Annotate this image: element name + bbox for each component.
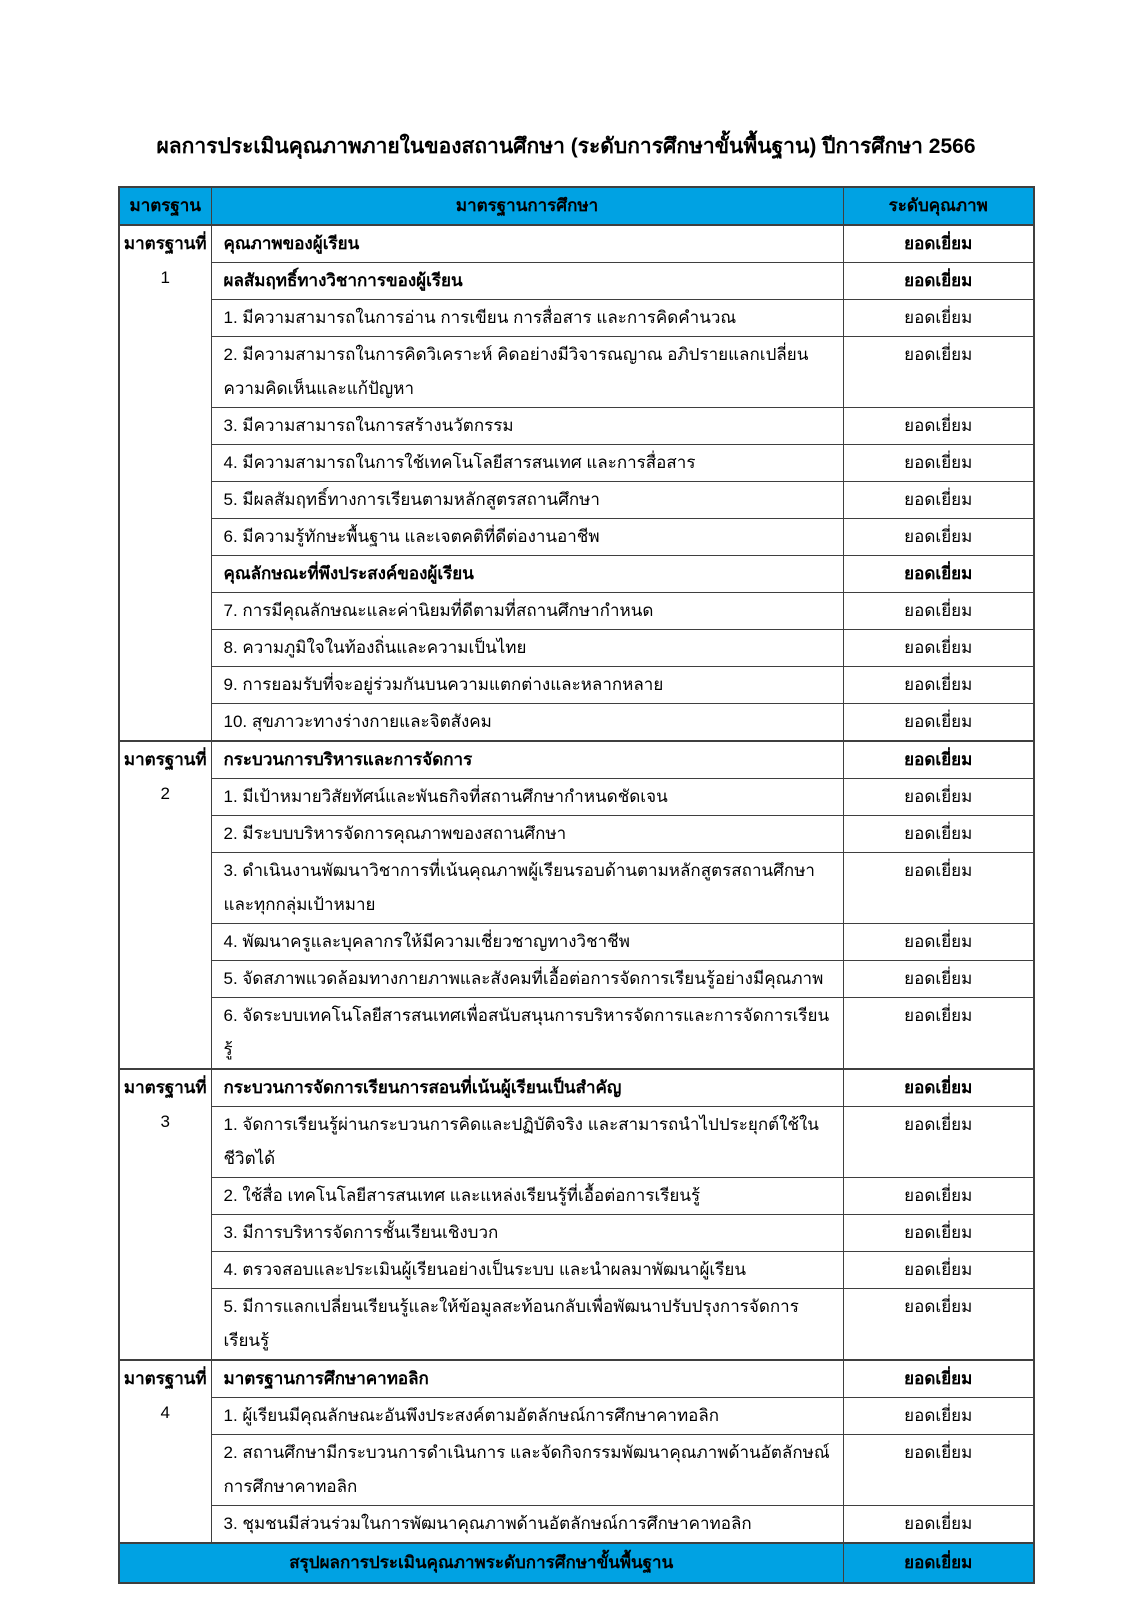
standard-label: มาตรฐานที่ — [123, 1369, 207, 1388]
quality-level-cell: ยอดเยี่ยม — [843, 630, 1034, 667]
description-cell: 2. มีความสามารถในการคิดวิเคราะห์ คิดอย่างมีวิจารณญาณ อภิปรายแลกเปลี่ยนความคิดเห็นและแก้ปัญหา — [211, 337, 843, 408]
quality-level-cell: ยอดเยี่ยม — [843, 519, 1034, 556]
description-cell: 5. มีการแลกเปลี่ยนเรียนรู้และให้ข้อมูลสะท้อนกลับเพื่อพัฒนาปรับปรุงการจัดการเรียนรู้ — [211, 1289, 843, 1361]
description-cell: มาตรฐานการศึกษาคาทอลิก — [211, 1360, 843, 1398]
quality-level-cell: ยอดเยี่ยม — [843, 961, 1034, 998]
table-row — [119, 408, 1034, 445]
quality-level-cell: ยอดเยี่ยม — [843, 1435, 1034, 1506]
table-row — [119, 630, 1034, 667]
description-cell: ผลสัมฤทธิ์ทางวิชาการของผู้เรียน — [211, 263, 843, 300]
description-cell: 6. จัดระบบเทคโนโลยีสารสนเทศเพื่อสนับสนุนการบริหารจัดการและการจัดการเรียนรู้ — [211, 998, 843, 1070]
description-cell: 4. มีความสามารถในการใช้เทคโนโลยีสารสนเทศ และการสื่อสาร — [211, 445, 843, 482]
description-cell: คุณภาพของผู้เรียน — [211, 225, 843, 263]
table-row — [119, 1178, 1034, 1215]
quality-level-cell: ยอดเยี่ยม — [843, 704, 1034, 742]
table-row — [119, 1435, 1034, 1506]
table-row — [119, 1069, 1034, 1107]
table-row — [119, 961, 1034, 998]
description-cell: 3. ชุมชนมีส่วนร่วมในการพัฒนาคุณภาพด้านอัตลักษณ์การศึกษาคาทอลิก — [211, 1506, 843, 1544]
quality-level-cell: ยอดเยี่ยม — [843, 408, 1034, 445]
standard-cell — [119, 1360, 211, 1543]
page-title: ผลการประเมินคุณภาพภายในของสถานศึกษา (ระดับการศึกษาขั้นพื้นฐาน) ปีการศึกษา 2566 — [156, 135, 976, 158]
table-row — [119, 853, 1034, 924]
table-row — [119, 225, 1034, 263]
quality-level-cell: ยอดเยี่ยม — [843, 1360, 1034, 1398]
table-row — [119, 998, 1034, 1070]
quality-level-cell: ยอดเยี่ยม — [843, 1215, 1034, 1252]
table-row — [119, 1360, 1034, 1398]
table-row — [119, 263, 1034, 300]
table-row — [119, 445, 1034, 482]
table-row — [119, 593, 1034, 630]
quality-level-cell: ยอดเยี่ยม — [843, 1178, 1034, 1215]
table-row — [119, 779, 1034, 816]
description-cell: 3. มีความสามารถในการสร้างนวัตกรรม — [211, 408, 843, 445]
description-cell: กระบวนการจัดการเรียนการสอนที่เน้นผู้เรียนเป็นสำคัญ — [211, 1069, 843, 1107]
table-row — [119, 1252, 1034, 1289]
description-cell: 3. ดำเนินงานพัฒนาวิชาการที่เน้นคุณภาพผู้เรียนรอบด้านตามหลักสูตรสถานศึกษาและทุกกลุ่มเป้าหมาย — [211, 853, 843, 924]
description-cell: 5. มีผลสัมฤทธิ์ทางการเรียนตามหลักสูตรสถานศึกษา — [211, 482, 843, 519]
quality-level-cell: ยอดเยี่ยม — [843, 667, 1034, 704]
table-row — [119, 741, 1034, 779]
description-cell: 4. พัฒนาครูและบุคลากรให้มีความเชี่ยวชาญทางวิชาชีพ — [211, 924, 843, 961]
standard-cell — [119, 1069, 211, 1360]
standard-number: 3 — [160, 1112, 170, 1131]
quality-level-cell: ยอดเยี่ยม — [843, 593, 1034, 630]
quality-level-cell: ยอดเยี่ยม — [843, 1289, 1034, 1361]
table-row — [119, 1107, 1034, 1178]
table-row — [119, 1289, 1034, 1361]
quality-level-cell: ยอดเยี่ยม — [843, 779, 1034, 816]
column-header-standard: มาตรฐาน — [119, 187, 211, 225]
quality-level-cell: ยอดเยี่ยม — [843, 225, 1034, 263]
summary-label-cell: สรุปผลการประเมินคุณภาพระดับการศึกษาขั้นพื้นฐาน — [119, 1543, 843, 1583]
quality-level-cell: ยอดเยี่ยม — [843, 300, 1034, 337]
quality-level-cell: ยอดเยี่ยม — [843, 924, 1034, 961]
summary-quality-cell: ยอดเยี่ยม — [843, 1543, 1034, 1583]
table-body — [119, 225, 1034, 1583]
table-row — [119, 337, 1034, 408]
table-row — [119, 1506, 1034, 1544]
description-cell: 1. มีเป้าหมายวิสัยทัศน์และพันธกิจที่สถานศึกษากำหนดชัดเจน — [211, 779, 843, 816]
table-header-row — [119, 187, 1034, 225]
table-row — [119, 556, 1034, 593]
description-cell: 4. ตรวจสอบและประเมินผู้เรียนอย่างเป็นระบบ และนำผลมาพัฒนาผู้เรียน — [211, 1252, 843, 1289]
table-row — [119, 300, 1034, 337]
quality-level-cell: ยอดเยี่ยม — [843, 998, 1034, 1070]
standard-label: มาตรฐานที่ — [123, 750, 207, 769]
table-row — [119, 924, 1034, 961]
quality-level-cell: ยอดเยี่ยม — [843, 1107, 1034, 1178]
description-cell: 1. มีความสามารถในการอ่าน การเขียน การสื่อสาร และการคิดคำนวณ — [211, 300, 843, 337]
standard-cell — [119, 741, 211, 1069]
description-cell: 7. การมีคุณลักษณะและค่านิยมที่ดีตามที่สถานศึกษากำหนด — [211, 593, 843, 630]
quality-level-cell: ยอดเยี่ยม — [843, 853, 1034, 924]
assessment-table — [118, 186, 1035, 1584]
standard-cell — [119, 225, 211, 741]
quality-level-cell: ยอดเยี่ยม — [843, 445, 1034, 482]
standard-number: 2 — [160, 784, 170, 803]
table-row — [119, 704, 1034, 742]
quality-level-cell: ยอดเยี่ยม — [843, 482, 1034, 519]
quality-level-cell: ยอดเยี่ยม — [843, 263, 1034, 300]
description-cell: 8. ความภูมิใจในท้องถิ่นและความเป็นไทย — [211, 630, 843, 667]
quality-level-cell: ยอดเยี่ยม — [843, 1398, 1034, 1435]
column-header-quality: ระดับคุณภาพ — [843, 187, 1034, 225]
description-cell: 2. สถานศึกษามีกระบวนการดำเนินการ และจัดกิจกรรมพัฒนาคุณภาพด้านอัตลักษณ์การศึกษาคาทอลิก — [211, 1435, 843, 1506]
table-row — [119, 1215, 1034, 1252]
description-cell: 2. ใช้สื่อ เทคโนโลยีสารสนเทศ และแหล่งเรียนรู้ที่เอื้อต่อการเรียนรู้ — [211, 1178, 843, 1215]
quality-level-cell: ยอดเยี่ยม — [843, 1252, 1034, 1289]
table-row — [119, 482, 1034, 519]
description-cell: 3. มีการบริหารจัดการชั้นเรียนเชิงบวก — [211, 1215, 843, 1252]
description-cell: 2. มีระบบบริหารจัดการคุณภาพของสถานศึกษา — [211, 816, 843, 853]
standard-number: 4 — [160, 1403, 170, 1422]
column-header-description: มาตรฐานการศึกษา — [211, 187, 843, 225]
summary-row — [119, 1543, 1034, 1583]
quality-level-cell: ยอดเยี่ยม — [843, 337, 1034, 408]
table-row — [119, 816, 1034, 853]
description-cell: กระบวนการบริหารและการจัดการ — [211, 741, 843, 779]
description-cell: 10. สุขภาวะทางร่างกายและจิตสังคม — [211, 704, 843, 742]
quality-level-cell: ยอดเยี่ยม — [843, 741, 1034, 779]
standard-label: มาตรฐานที่ — [123, 1078, 207, 1097]
description-cell: คุณลักษณะที่พึงประสงค์ของผู้เรียน — [211, 556, 843, 593]
table-row — [119, 1398, 1034, 1435]
description-cell: 1. จัดการเรียนรู้ผ่านกระบวนการคิดและปฏิบัติจริง และสามารถนำไปประยุกต์ใช้ในชีวิตได้ — [211, 1107, 843, 1178]
quality-level-cell: ยอดเยี่ยม — [843, 1069, 1034, 1107]
description-cell: 6. มีความรู้ทักษะพื้นฐาน และเจตคติที่ดีต่องานอาชีพ — [211, 519, 843, 556]
standard-number: 1 — [160, 268, 170, 287]
table-row — [119, 667, 1034, 704]
quality-level-cell: ยอดเยี่ยม — [843, 1506, 1034, 1544]
quality-level-cell: ยอดเยี่ยม — [843, 816, 1034, 853]
description-cell: 1. ผู้เรียนมีคุณลักษณะอันพึงประสงค์ตามอัตลักษณ์การศึกษาคาทอลิก — [211, 1398, 843, 1435]
standard-label: มาตรฐานที่ — [123, 234, 207, 253]
description-cell: 9. การยอมรับที่จะอยู่ร่วมกันบนความแตกต่างและหลากหลาย — [211, 667, 843, 704]
quality-level-cell: ยอดเยี่ยม — [843, 556, 1034, 593]
description-cell: 5. จัดสภาพแวดล้อมทางกายภาพและสังคมที่เอื้อต่อการจัดการเรียนรู้อย่างมีคุณภาพ — [211, 961, 843, 998]
table-row — [119, 519, 1034, 556]
